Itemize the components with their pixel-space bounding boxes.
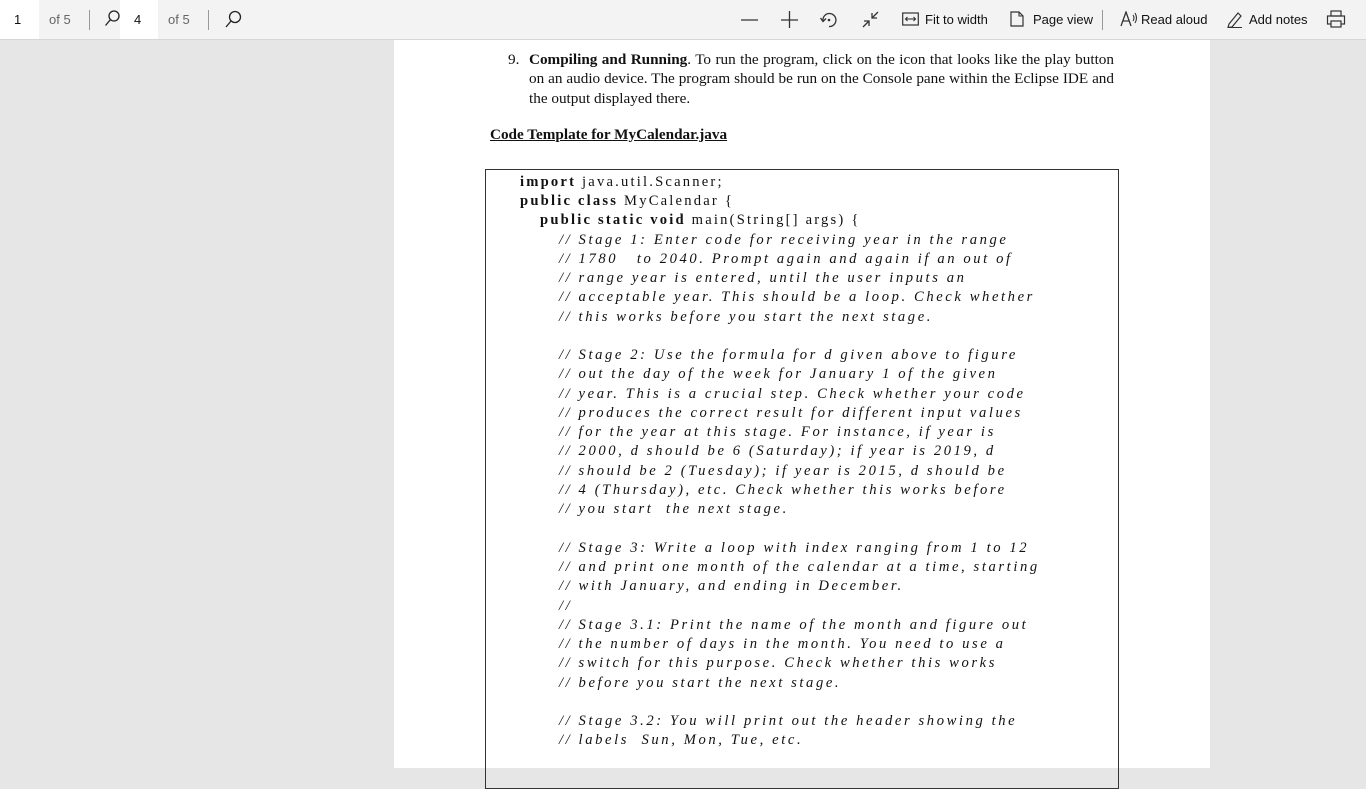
code-comment: // switch for this purpose. Check whether this works (559, 655, 998, 671)
page-view-icon (1010, 11, 1024, 27)
step-text: . To run the program, click on the icon that looks like the play button on an audio device. The program should be run on the Console pane within the Eclipse IDE and the output displayed there. (529, 51, 1114, 107)
code-comment: // Stage 2: Use the formula for d given above to figure (559, 347, 1019, 363)
collapse-icon[interactable] (860, 9, 882, 31)
read-aloud-button[interactable] (1120, 0, 1212, 39)
code-comment: // year. This is a crucial step. Check whether your code (559, 386, 1026, 402)
code-comment: // you start the next stage. (559, 501, 789, 517)
page-view-button[interactable] (1010, 0, 1093, 39)
code-line: public class MyCalendar { (520, 193, 735, 209)
zoom-in-icon[interactable] (779, 9, 801, 31)
code-comment: // before you start the next stage. (559, 675, 842, 691)
toolbar-divider (208, 10, 209, 30)
read-aloud-label: Read aloud (1141, 12, 1208, 27)
step-number: 9. (508, 51, 520, 68)
code-comment: // Stage 3.2: You will print out the header showing the (559, 713, 1018, 729)
pdf-page (394, 40, 1210, 768)
code-comment: // (559, 598, 573, 614)
code-comment: // acceptable year. This should be a loop. Check whether (559, 289, 1035, 305)
rotate-icon[interactable] (819, 9, 841, 31)
code-comment: // out the day of the week for January 1 of the given (559, 366, 998, 382)
search-total-label: of 5 (168, 12, 190, 27)
code-line: public static void main(String[] args) { (540, 212, 861, 228)
fit-to-width-button[interactable] (902, 0, 994, 39)
code-comment: // 1780 to 2040. Prompt again and again if an out of (559, 251, 1013, 267)
page-number-input[interactable]: 1 (0, 0, 39, 39)
fit-to-width-label: Fit to width (925, 12, 988, 27)
code-comment: // the number of days in the month. You need to use a (559, 636, 1006, 652)
code-line: import java.util.Scanner; (520, 174, 724, 190)
page-view-label: Page view (1033, 12, 1093, 27)
add-notes-button[interactable] (1227, 0, 1307, 39)
code-listing (485, 169, 1119, 789)
step-heading: Compiling and Running (529, 51, 688, 68)
pen-icon (1227, 11, 1243, 28)
code-comment: // 4 (Thursday), etc. Check whether this works before (559, 482, 1007, 498)
toolbar-divider (1102, 10, 1103, 30)
code-comment: // produces the correct result for different input values (559, 405, 1023, 421)
code-comment: // 2000, d should be 6 (Saturday); if year is 2019, d (559, 443, 996, 459)
fit-width-icon (902, 12, 919, 26)
zoom-out-icon[interactable] (739, 9, 761, 31)
code-comment: // range year is entered, until the user inputs an (559, 270, 967, 286)
print-icon[interactable] (1326, 9, 1348, 31)
code-comment: // Stage 3: Write a loop with index ranging from 1 to 12 (559, 540, 1030, 556)
read-aloud-icon (1120, 11, 1138, 27)
code-comment: // Stage 1: Enter code for receiving year in the range (559, 232, 1009, 248)
code-comment: // with January, and ending in December. (559, 578, 904, 594)
search-match-input[interactable]: 4 (120, 0, 158, 39)
code-comment: // labels Sun, Mon, Tue, etc. (559, 732, 804, 748)
step-body (529, 50, 1114, 108)
code-comment: // and print one month of the calendar at a time, starting (559, 559, 1040, 575)
code-comment: // this works before you start the next stage. (559, 309, 934, 325)
code-comment: // should be 2 (Tuesday); if year is 2015, d should be (559, 463, 1007, 479)
pdf-toolbar (0, 0, 1366, 40)
code-comment: // for the year at this stage. For instance, if year is (559, 424, 996, 440)
find-icon[interactable] (224, 9, 246, 31)
page-total-label: of 5 (49, 12, 71, 27)
toolbar-divider (89, 10, 90, 30)
add-notes-label: Add notes (1249, 12, 1308, 27)
code-template-title: Code Template for MyCalendar.java (490, 126, 728, 143)
code-comment: // Stage 3.1: Print the name of the month and figure out (559, 617, 1029, 633)
